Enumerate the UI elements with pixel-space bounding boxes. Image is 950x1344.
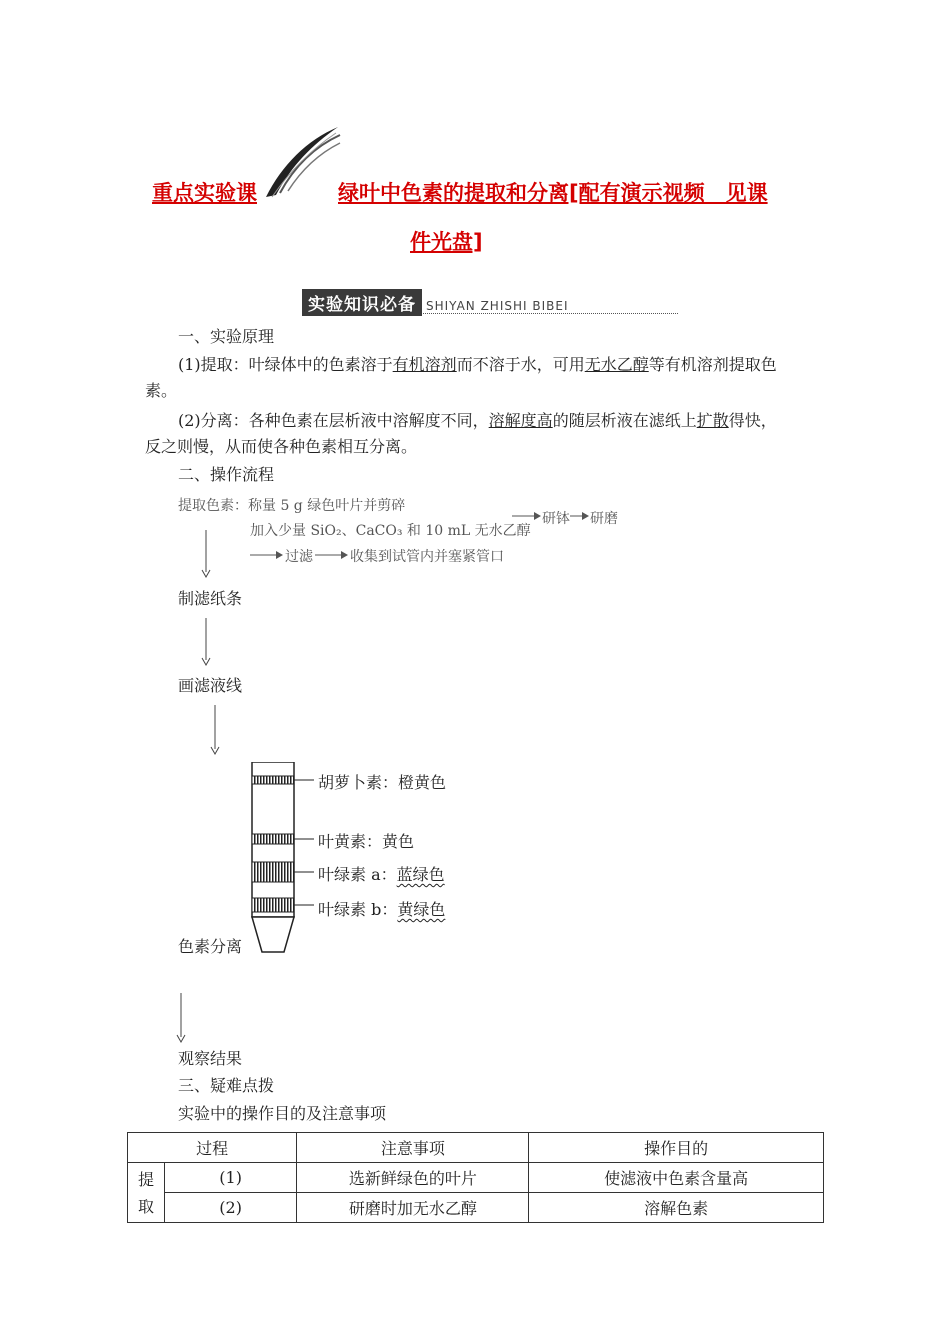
notes-table xyxy=(127,1132,824,1223)
band-carotene: 胡萝卜素：橙黄色 xyxy=(318,773,447,792)
table-cell: 溶解色素 xyxy=(529,1193,824,1223)
table-group-label: 提 取 xyxy=(128,1163,165,1223)
table-cell: (1) xyxy=(164,1163,296,1193)
table-caption: 实验中的操作目的及注意事项 xyxy=(178,1104,387,1123)
page-title: 绿叶中色素的提取和分离[配有演示视频 见课 xyxy=(338,181,768,205)
arrow-icon xyxy=(315,547,349,563)
principle-extraction-cont: 素。 xyxy=(145,381,178,400)
banner-pinyin: SHIYAN ZHISHI BIBEI xyxy=(426,299,569,313)
title-label: 重点实验课 xyxy=(152,181,257,205)
flow-step-paper: 制滤纸条 xyxy=(178,589,243,608)
down-arrow-icon xyxy=(210,705,220,755)
flow-mortar: 研钵 xyxy=(542,511,570,527)
flow-step-observe: 观察结果 xyxy=(178,1049,243,1068)
flow-step-line: 画滤液线 xyxy=(178,676,243,695)
table-header: 过程 xyxy=(128,1133,297,1163)
down-arrow-icon xyxy=(201,530,211,578)
section-heading-tips: 三、疑难点拨 xyxy=(178,1076,275,1095)
section-banner xyxy=(302,289,678,314)
table-header-row xyxy=(128,1133,824,1163)
band-xanthophyll: 叶黄素：黄色 xyxy=(318,832,415,851)
page-title-continued: 件光盘] xyxy=(410,230,483,254)
section-heading-principle: 一、实验原理 xyxy=(178,327,275,346)
table-cell: 选新鲜绿色的叶片 xyxy=(297,1163,529,1193)
down-arrow-icon xyxy=(201,618,211,666)
flow-extraction-line2: 加入少量 SiO₂、CaCO₃ 和 10 mL 无水乙醇 xyxy=(250,523,531,539)
flow-extraction-line1: 提取色素：称量 5 g 绿色叶片并剪碎 xyxy=(178,498,406,514)
arrow-icon xyxy=(512,508,542,524)
arrow-icon xyxy=(250,547,284,563)
table-row xyxy=(128,1163,824,1193)
table-cell: 研磨时加无水乙醇 xyxy=(297,1193,529,1223)
banner-label: 实验知识必备 xyxy=(302,289,422,316)
table-cell: (2) xyxy=(164,1193,296,1223)
band-chlorophyll-a: 叶绿素 a：蓝绿色 xyxy=(318,865,445,884)
table-cell: 使滤液中色素含量高 xyxy=(529,1163,824,1193)
table-row xyxy=(128,1193,824,1223)
title-swoosh-decoration xyxy=(262,125,342,200)
table-header: 操作目的 xyxy=(529,1133,824,1163)
principle-separation-cont: 反之则慢，从而使各种色素相互分离。 xyxy=(145,437,418,456)
arrow-icon xyxy=(570,508,590,524)
flow-collect: 收集到试管内并塞紧管口 xyxy=(350,549,504,565)
principle-extraction: (1)提取：叶绿体中的色素溶于有机溶剂而不溶于水，可用无水乙醇等有机溶剂提取色 xyxy=(178,355,777,374)
down-arrow-icon xyxy=(176,993,186,1043)
band-chlorophyll-b: 叶绿素 b：黄绿色 xyxy=(318,900,446,919)
flow-filter: 过滤 xyxy=(285,549,313,565)
flow-grind: 研磨 xyxy=(590,511,618,527)
chromatography-strip-diagram xyxy=(248,762,318,957)
section-heading-procedure: 二、操作流程 xyxy=(178,465,275,484)
flow-step-separation: 色素分离 xyxy=(178,937,243,956)
table-header: 注意事项 xyxy=(297,1133,529,1163)
principle-separation: (2)分离：各种色素在层析液中溶解度不同，溶解度高的随层析液在滤纸上扩散得快， xyxy=(178,411,777,430)
